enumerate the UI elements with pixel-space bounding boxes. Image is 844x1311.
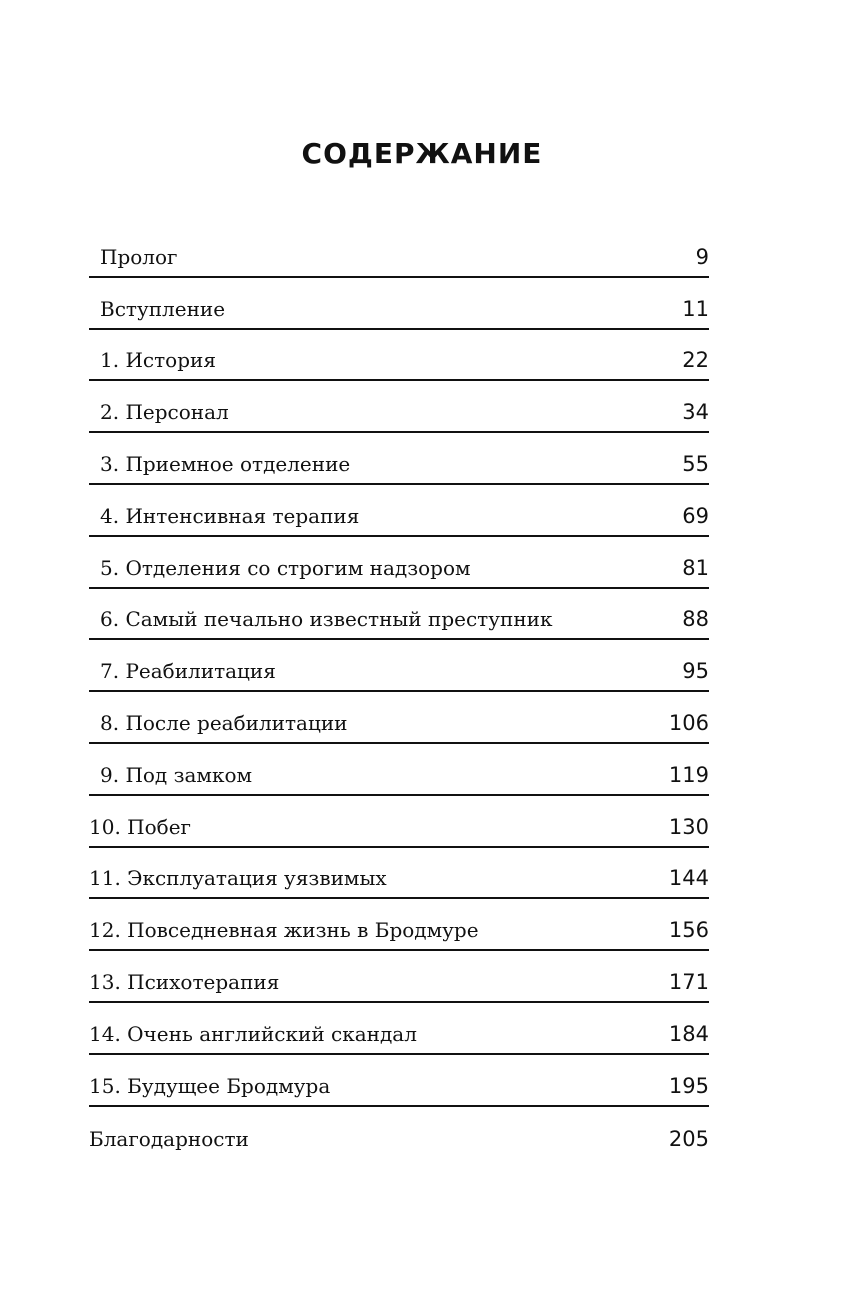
toc-entry-title: Благодарности	[89, 1127, 249, 1152]
toc-entry-title: 13. Психотерапия	[89, 969, 280, 994]
toc-entry	[89, 899, 709, 951]
toc-entry-title: 10. Побег	[89, 814, 192, 839]
toc-entry-page: 171	[668, 969, 709, 994]
toc-entry	[89, 433, 709, 485]
toc-entry	[89, 278, 709, 330]
toc-entry	[89, 692, 709, 744]
toc-entry-page: 119	[668, 762, 709, 787]
toc-entry-page: 106	[668, 710, 709, 735]
toc-entry	[89, 485, 709, 537]
toc-entry-page: 130	[668, 814, 709, 839]
toc-entry-title: 3. Приемное отделение	[100, 451, 351, 476]
toc-entry-title: 4. Интенсивная терапия	[100, 503, 360, 528]
toc-entry-title: 11. Эксплуатация уязвимых	[89, 866, 387, 891]
page-title: СОДЕРЖАНИЕ	[301, 137, 543, 170]
toc-entry-title: 6. Самый печально известный преступник	[100, 607, 553, 632]
toc-entry-page: 34	[682, 400, 709, 425]
toc-entry	[89, 537, 709, 589]
toc-entry-title: 2. Персонал	[100, 400, 229, 425]
toc-entry-page: 144	[668, 866, 709, 891]
toc-entry-title: Вступление	[100, 296, 226, 321]
toc-entry	[89, 951, 709, 1003]
toc-entry	[89, 381, 709, 433]
toc-entry-page: 205	[668, 1127, 709, 1152]
toc-entry-title: 14. Очень английский скандал	[89, 1021, 417, 1046]
toc-entry	[89, 848, 709, 900]
toc-entry	[89, 796, 709, 848]
toc-entry-page: 156	[668, 918, 709, 943]
toc-entry-page: 22	[682, 348, 709, 373]
toc-entry	[89, 640, 709, 692]
toc-entry-title: 15. Будущее Бродмура	[89, 1073, 331, 1098]
toc-entry	[89, 589, 709, 641]
toc-entry-title: 7. Реабилитация	[100, 659, 276, 684]
toc-entry	[89, 330, 709, 382]
toc-entry-page: 55	[682, 451, 709, 476]
toc-entry-title: 9. Под замком	[100, 762, 253, 787]
toc-entry	[89, 744, 709, 796]
toc-entry-title: 5. Отделения со строгим надзором	[100, 555, 471, 580]
toc-entry-page: 184	[668, 1021, 709, 1046]
table-of-contents	[89, 226, 709, 1158]
toc-entry-page: 69	[682, 503, 709, 528]
toc-entry-title: Пролог	[100, 244, 178, 269]
toc-entry	[89, 1055, 709, 1107]
toc-entry-page: 9	[695, 244, 709, 269]
toc-entry-page: 81	[682, 555, 709, 580]
toc-entry	[89, 1003, 709, 1055]
toc-entry	[89, 1107, 709, 1159]
toc-entry-page: 195	[668, 1073, 709, 1098]
toc-entry	[89, 226, 709, 278]
toc-entry-title: 1. История	[100, 348, 216, 373]
toc-entry-page: 11	[682, 296, 709, 321]
toc-entry-page: 88	[682, 607, 709, 632]
toc-entry-title: 8. После реабилитации	[100, 710, 348, 735]
toc-entry-page: 95	[682, 659, 709, 684]
toc-entry-title: 12. Повседневная жизнь в Бродмуре	[89, 918, 479, 943]
